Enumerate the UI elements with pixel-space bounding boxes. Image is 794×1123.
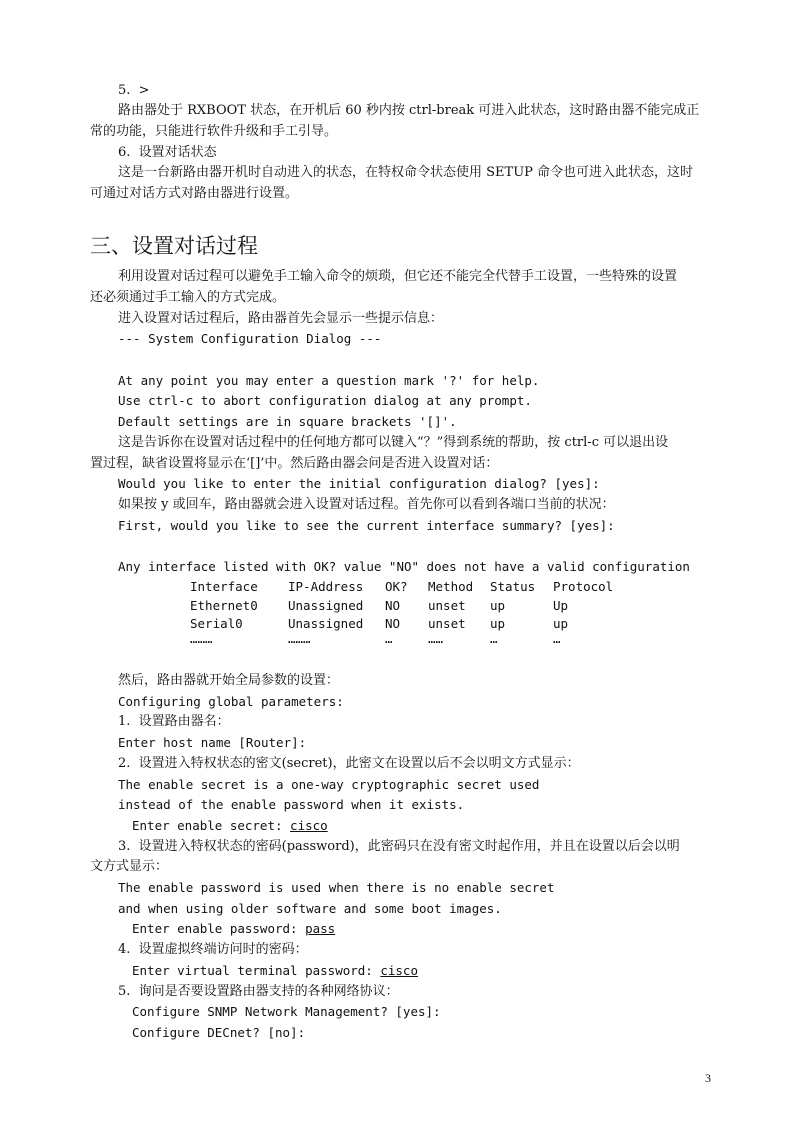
code-line: Configuring global parameters: xyxy=(118,694,344,709)
table-cell: … xyxy=(385,631,393,646)
table-cell: ……… xyxy=(190,631,213,646)
table-cell: NO xyxy=(385,616,401,631)
table-cell: up xyxy=(490,616,506,631)
code-line xyxy=(132,817,328,834)
code-line: At any point you may enter a question mark '?' for help. xyxy=(118,373,540,388)
prompt-text: Enter enable secret: xyxy=(132,818,291,833)
paragraph-line: 然后，路由器就开始全局参数的设置： xyxy=(118,673,340,688)
code-line: --- System Configuration Dialog --- xyxy=(118,331,382,346)
paragraph-line: 这是告诉你在设置对话过程中的任何地方都可以键入“？”得到系统的帮助，按 ctrl-c 可以退出设 xyxy=(118,435,669,450)
paragraph-line: 置过程，缺省设置将显示在‘[]’中。然后路由器会问是否进入设置对话： xyxy=(90,456,499,471)
paragraph-line: 利用设置对话过程可以避免手工输入命令的烦琐，但它还不能完全代替手工设置，一些特殊的设置 xyxy=(118,269,678,284)
code-line xyxy=(132,920,335,937)
table-header-cell: Protocol xyxy=(553,579,614,594)
code-line: The enable secret is a one-way cryptographic secret used xyxy=(118,777,540,792)
code-line xyxy=(132,962,418,979)
table-cell: … xyxy=(490,631,498,646)
code-line: First, would you like to see the current interface summary? [yes]: xyxy=(118,518,615,533)
table-header-cell: IP-Address xyxy=(288,579,364,594)
paragraph-line: 如果按 y 或回车，路由器就会进入设置对话过程。首先你可以看到各端口当前的状况： xyxy=(118,497,615,512)
code-line: Configure DECnet? [no]: xyxy=(132,1025,306,1040)
code-line: instead of the enable password when it exists. xyxy=(118,797,465,812)
code-line: Configure SNMP Network Management? [yes]: xyxy=(132,1004,441,1019)
prompt-text: Enter virtual terminal password: xyxy=(132,963,381,978)
step-2-label: 2. 设置进入特权状态的密文(secret)，此密文在设置以后不会以明文方式显示： xyxy=(118,756,580,771)
input-value: cisco xyxy=(380,963,418,978)
table-cell: up xyxy=(553,616,569,631)
table-cell: up xyxy=(490,598,506,613)
item-6-label: 6. 设置对话状态 xyxy=(118,145,217,160)
code-line: Use ctrl-c to abort configuration dialog at any prompt. xyxy=(118,393,532,408)
step-1-label: 1. 设置路由器名： xyxy=(118,714,230,729)
table-header-cell: Interface xyxy=(190,579,258,594)
paragraph-line: 这是一台新路由器开机时自动进入的状态，在特权命令状态使用 SETUP 命令也可进入此状态，这时 xyxy=(118,165,694,180)
code-line: and when using older software and some boot images. xyxy=(118,901,502,916)
step-4-label: 4. 设置虚拟终端访问时的密码： xyxy=(118,942,308,957)
input-value: pass xyxy=(305,921,336,936)
paragraph-line: 路由器处于 RXBOOT 状态，在开机后 60 秒内按 ctrl-break 可进入此状态，这时路由器不能完成正 xyxy=(118,103,700,118)
paragraph-line: 常的功能，只能进行软件升级和手工引导。 xyxy=(90,124,338,139)
input-value: cisco xyxy=(290,818,328,833)
code-line: Any interface listed with OK? value "NO" does not have a valid configuration xyxy=(118,559,690,574)
code-line: The enable password is used when there is no enable secret xyxy=(118,880,555,895)
table-header-cell: OK? xyxy=(385,579,408,594)
table-cell: unset xyxy=(428,616,466,631)
code-line: Enter host name [Router]: xyxy=(118,735,307,750)
table-cell: Serial0 xyxy=(190,616,243,631)
table-cell: Unassigned xyxy=(288,598,364,613)
code-line: Would you like to enter the initial configuration dialog? [yes]: xyxy=(118,476,600,491)
step-5-label: 5. 询问是否要设置路由器支持的各种网络协议： xyxy=(118,984,399,999)
table-header-cell: Status xyxy=(490,579,536,594)
table-cell: unset xyxy=(428,598,466,613)
paragraph-line: 还必须通过手工输入的方式完成。 xyxy=(90,290,286,305)
table-cell: NO xyxy=(385,598,401,613)
paragraph-line: 文方式显示： xyxy=(90,859,169,874)
item-5-label: 5. > xyxy=(118,83,150,98)
table-cell: …… xyxy=(428,631,444,646)
table-header-cell: Method xyxy=(428,579,474,594)
step-3-label: 3. 设置进入特权状态的密码(password)，此密码只在没有密文时起作用，并且在设置以后会以明 xyxy=(118,839,680,854)
paragraph-line: 可通过对话方式对路由器进行设置。 xyxy=(90,186,299,201)
prompt-text: Enter enable password: xyxy=(132,921,306,936)
section-heading: 三、设置对话过程 xyxy=(90,234,258,258)
code-line: Default settings are in square brackets '[]'. xyxy=(118,414,457,429)
paragraph-line: 进入设置对话过程后，路由器首先会显示一些提示信息： xyxy=(118,311,444,326)
table-cell: … xyxy=(553,631,561,646)
page-number: 3 xyxy=(705,1071,711,1085)
table-cell: Ethernet0 xyxy=(190,598,258,613)
table-cell: Unassigned xyxy=(288,616,364,631)
table-cell: Up xyxy=(553,598,569,613)
table-cell: ……… xyxy=(288,631,311,646)
